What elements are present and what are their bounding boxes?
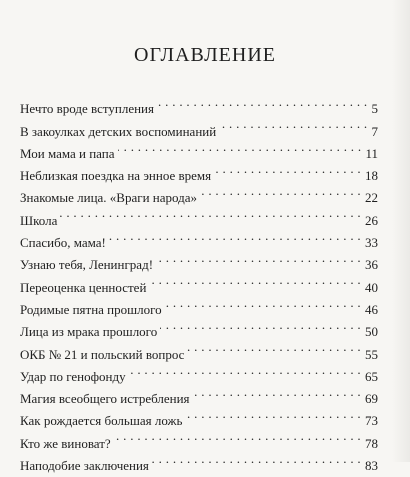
toc-dot-leader [157,91,368,113]
toc-entry-page-number: 69 [365,391,378,407]
toc-dot-leader [165,292,361,314]
toc-entry-title: Узнаю тебя, Ленинград! [20,257,154,273]
toc-entry-page-number: 83 [365,458,378,474]
toc-entry-title: Мои мама и папа [20,145,115,161]
toc-entry-title: Спасибо, мама! [20,235,106,251]
toc-entry-title: Нечто вроде вступления [20,101,154,117]
toc-entry-title: Школа [20,212,58,228]
toc-entry-page-number: 26 [365,212,378,228]
toc-entry-title: Родимые пятна прошлого [20,301,162,317]
page-edge-shadow [392,0,410,462]
toc-dot-leader [114,425,361,447]
toc-dot-leader [60,202,361,224]
toc-entry-page-number: 65 [365,368,378,384]
toc-dot-leader [156,247,361,269]
table-of-contents [20,91,378,474]
toc-entry-page-number: 78 [365,435,378,451]
toc-entry [20,91,378,117]
toc-entry-page-number: 33 [365,235,378,251]
toc-dot-leader [185,403,361,425]
toc-entry-title: Магия всеобщего истребления [20,391,190,407]
page-title: ОГЛАВЛЕНИЕ [134,44,276,66]
toc-dot-leader [149,269,361,291]
toc-entry-title: Знакомые лица. «Враги народа» [20,190,198,206]
toc-dot-leader [109,225,361,247]
toc-dot-leader [152,448,361,470]
toc-entry-title: Наподобие заключения [20,458,149,474]
toc-entry-title: Лица из мрака прошлого [20,324,158,340]
toc-entry-page-number: 11 [365,145,378,161]
toc-dot-leader [193,381,361,403]
toc-entry-page-number: 22 [365,190,378,206]
toc-entry-title: Кто же виноват? [20,435,111,451]
toc-entry-page-number: 36 [365,257,378,273]
toc-entry-page-number: 46 [365,301,378,317]
toc-entry [20,225,378,251]
toc-entry-title: Неблизкая поездка на энное время [20,168,212,184]
toc-entry-title: ОКБ № 21 и польский вопрос [20,346,185,362]
toc-entry-page-number: 5 [371,101,378,117]
toc-dot-leader [214,158,361,180]
toc-entry-page-number: 73 [365,413,378,429]
toc-entry-page-number: 7 [371,123,378,139]
toc-entry-page-number: 18 [365,168,378,184]
toc-dot-leader [118,136,362,158]
toc-dot-leader [200,180,361,202]
toc-entry-page-number: 40 [365,279,378,295]
toc-entry-title: В закоулках детских воспоминаний [20,123,217,139]
toc-dot-leader [160,314,361,336]
toc-entry-title: Как рождается большая ложь [20,413,183,429]
toc-dot-leader [219,113,367,135]
toc-dot-leader [187,336,361,358]
toc-entry-title: Удар по генофонду [20,368,126,384]
toc-entry [20,202,378,228]
toc-dot-leader [129,359,361,381]
toc-entry-page-number: 55 [365,346,378,362]
toc-entry-title: Переоценка ценностей [20,279,147,295]
toc-entry-page-number: 50 [365,324,378,340]
